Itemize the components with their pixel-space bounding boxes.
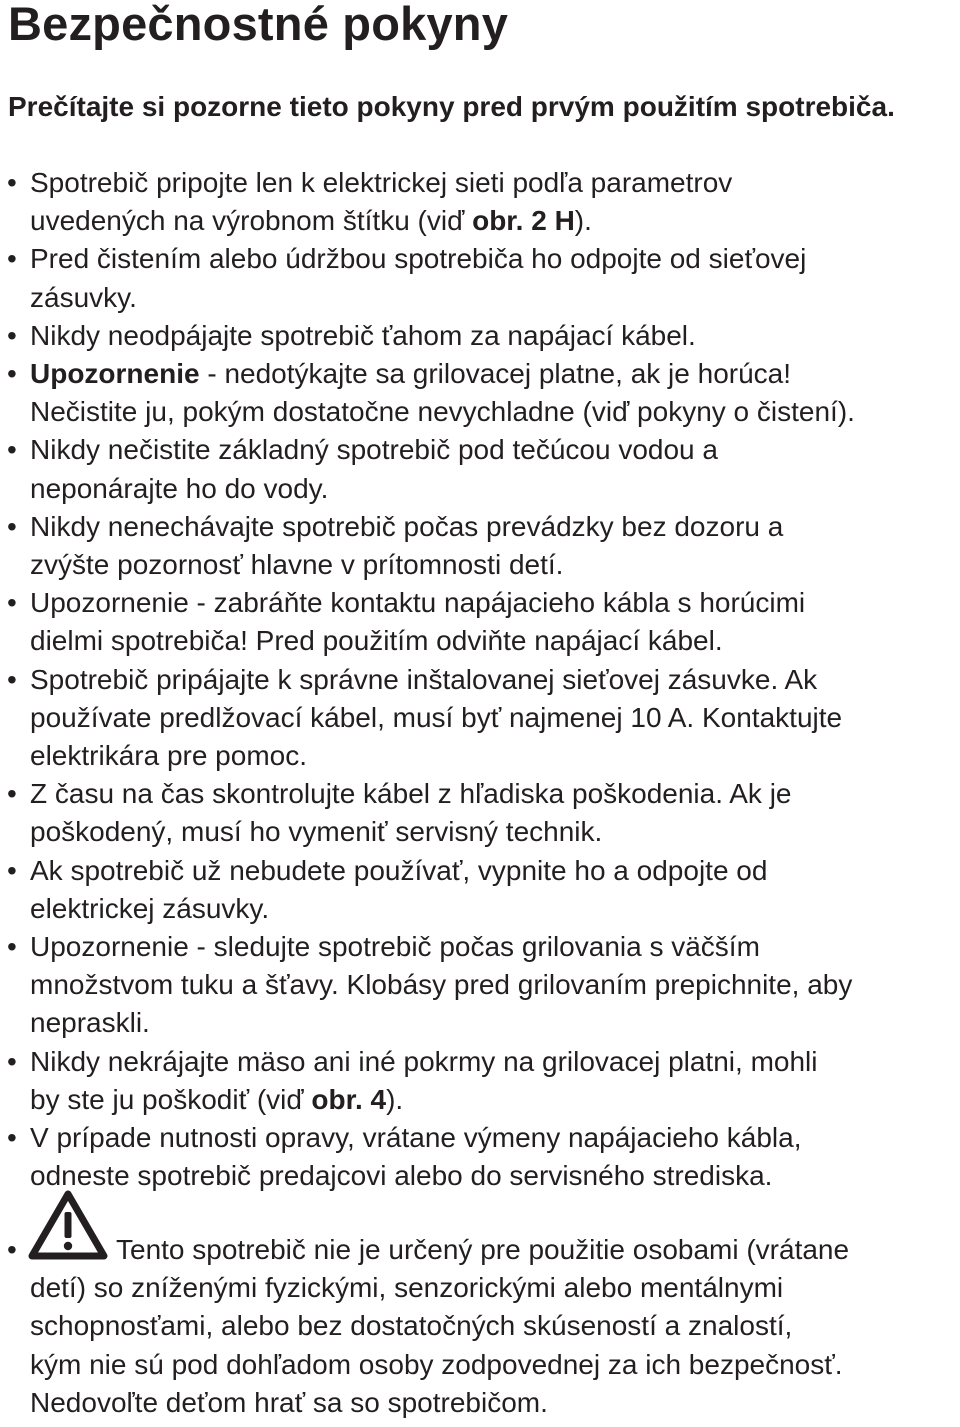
item-line: elektrikára pre pomoc. <box>30 740 308 772</box>
warning-line: detí) so zníženými fyzickými, senzorickými alebo mentálnymi <box>30 1272 784 1304</box>
warning-text <box>30 1231 960 1422</box>
item-tail: ). <box>386 1083 404 1115</box>
item-line: Spotrebič pripojte len k elektrickej sieti podľa parametrov <box>30 167 733 198</box>
item-line: - nedotýkajte sa grilovacej platne, ak je horúca! <box>199 358 792 390</box>
item-line: Z času na čas skontrolujte kábel z hľadiska poškodenia. Ak je <box>30 778 792 810</box>
bullet: • <box>7 167 17 198</box>
item-tail: ). <box>574 205 592 237</box>
figure-ref: obr. 4 <box>311 1083 387 1115</box>
bullet: • <box>7 1045 17 1077</box>
warning-line: Nedovoľte deťom hrať sa so spotrebičom. <box>30 1386 548 1418</box>
item-line: Nikdy nečistite základný spotrebič pod tečúcou vodou a <box>30 434 718 466</box>
item-line: zásuvky. <box>30 281 137 313</box>
item-line: Nečistite ju, pokým dostatočne nevychladne (viď pokyny o čistení). <box>30 396 855 428</box>
bullet: • <box>7 854 17 886</box>
item-line: Ak spotrebič už nebudete používať, vypnite ho a odpojte od <box>30 854 768 886</box>
list-item <box>0 431 960 507</box>
list-item <box>0 852 960 928</box>
page-title: Bezpečnostné pokyny <box>8 0 509 50</box>
intro-text: Prečítajte si pozorne tieto pokyny pred prvým použitím spotrebiča. <box>8 91 895 122</box>
item-line: poškodený, musí ho vymeniť servisný technik. <box>30 816 603 848</box>
list-item <box>0 355 960 431</box>
bullet: • <box>7 358 17 390</box>
item-line: Upozornenie - sledujte spotrebič počas grilovania s väčším <box>30 931 760 963</box>
item-line: odneste spotrebič predajcovi alebo do servisného strediska. <box>30 1160 773 1192</box>
item-line: elektrickej zásuvky. <box>30 892 270 924</box>
item-line: Pred čistením alebo údržbou spotrebiča ho odpojte od sieťovej <box>30 243 807 275</box>
bullet: • <box>7 510 17 542</box>
figure-ref: obr. 2 H <box>472 205 575 237</box>
list-item <box>0 584 960 660</box>
item-line: používate predlžovací kábel, musí byť najmenej 10 A. Kontaktujte <box>30 701 843 733</box>
item-line: množstvom tuku a šťavy. Klobásy pred grilovaním prepichnite, aby <box>30 969 853 1001</box>
item-line: Upozornenie - zabráňte kontaktu napájacieho kábla s horúcimi <box>30 587 806 619</box>
list-item <box>0 240 960 316</box>
item-line: dielmi spotrebiča! Pred použitím odviňte napájací kábel. <box>30 625 723 657</box>
list-item <box>0 928 960 1043</box>
item-line: Nikdy nenechávajte spotrebič počas prevádzky bez dozoru a <box>30 510 784 542</box>
bullet: • <box>7 319 17 351</box>
item-line: Spotrebič pripájajte k správne inštalovanej sieťovej zásuvke. Ak <box>30 663 818 695</box>
item-line: neponárajte ho do vody. <box>30 472 329 504</box>
list-item <box>0 1043 960 1119</box>
item-line: uvedených na výrobnom štítku (viď <box>30 205 473 237</box>
list-item <box>0 317 960 355</box>
item-line: nepraskli. <box>30 1007 150 1039</box>
bullet: • <box>7 434 17 466</box>
item-line: Nikdy neodpájajte spotrebič ťahom za napájací kábel. <box>30 319 696 351</box>
bullet: • <box>7 243 17 275</box>
warning-line: schopnosťami, alebo bez dostatočných skúseností a znalostí, <box>30 1310 793 1342</box>
warning-label: Upozornenie <box>30 358 200 390</box>
item-line: zvýšte pozornosť hlavne v prítomnosti detí. <box>30 549 564 581</box>
item-line: Nikdy nekrájajte mäso ani iné pokrmy na grilovacej platni, mohli <box>30 1045 818 1077</box>
item-line: by ste ju poškodiť (viď <box>30 1083 312 1115</box>
bullet: • <box>7 663 17 695</box>
bullet: • <box>7 587 17 619</box>
list-item <box>0 1119 960 1195</box>
bullet: • <box>7 1234 17 1265</box>
list-item <box>0 164 960 240</box>
bullet: • <box>7 1122 17 1154</box>
list-item <box>0 508 960 584</box>
list-item <box>0 661 960 776</box>
item-line: V prípade nutnosti opravy, vrátane výmeny napájacieho kábla, <box>30 1122 802 1154</box>
safety-rules-list <box>0 164 960 1195</box>
warning-line: Tento spotrebič nie je určený pre použitie osobami (vrátane <box>116 1234 850 1265</box>
bullet: • <box>7 931 17 963</box>
warning-line: kým nie sú pod dohľadom osoby zodpovednej za ich bezpečnosť. <box>30 1348 843 1380</box>
bullet: • <box>7 778 17 810</box>
list-item <box>0 775 960 851</box>
